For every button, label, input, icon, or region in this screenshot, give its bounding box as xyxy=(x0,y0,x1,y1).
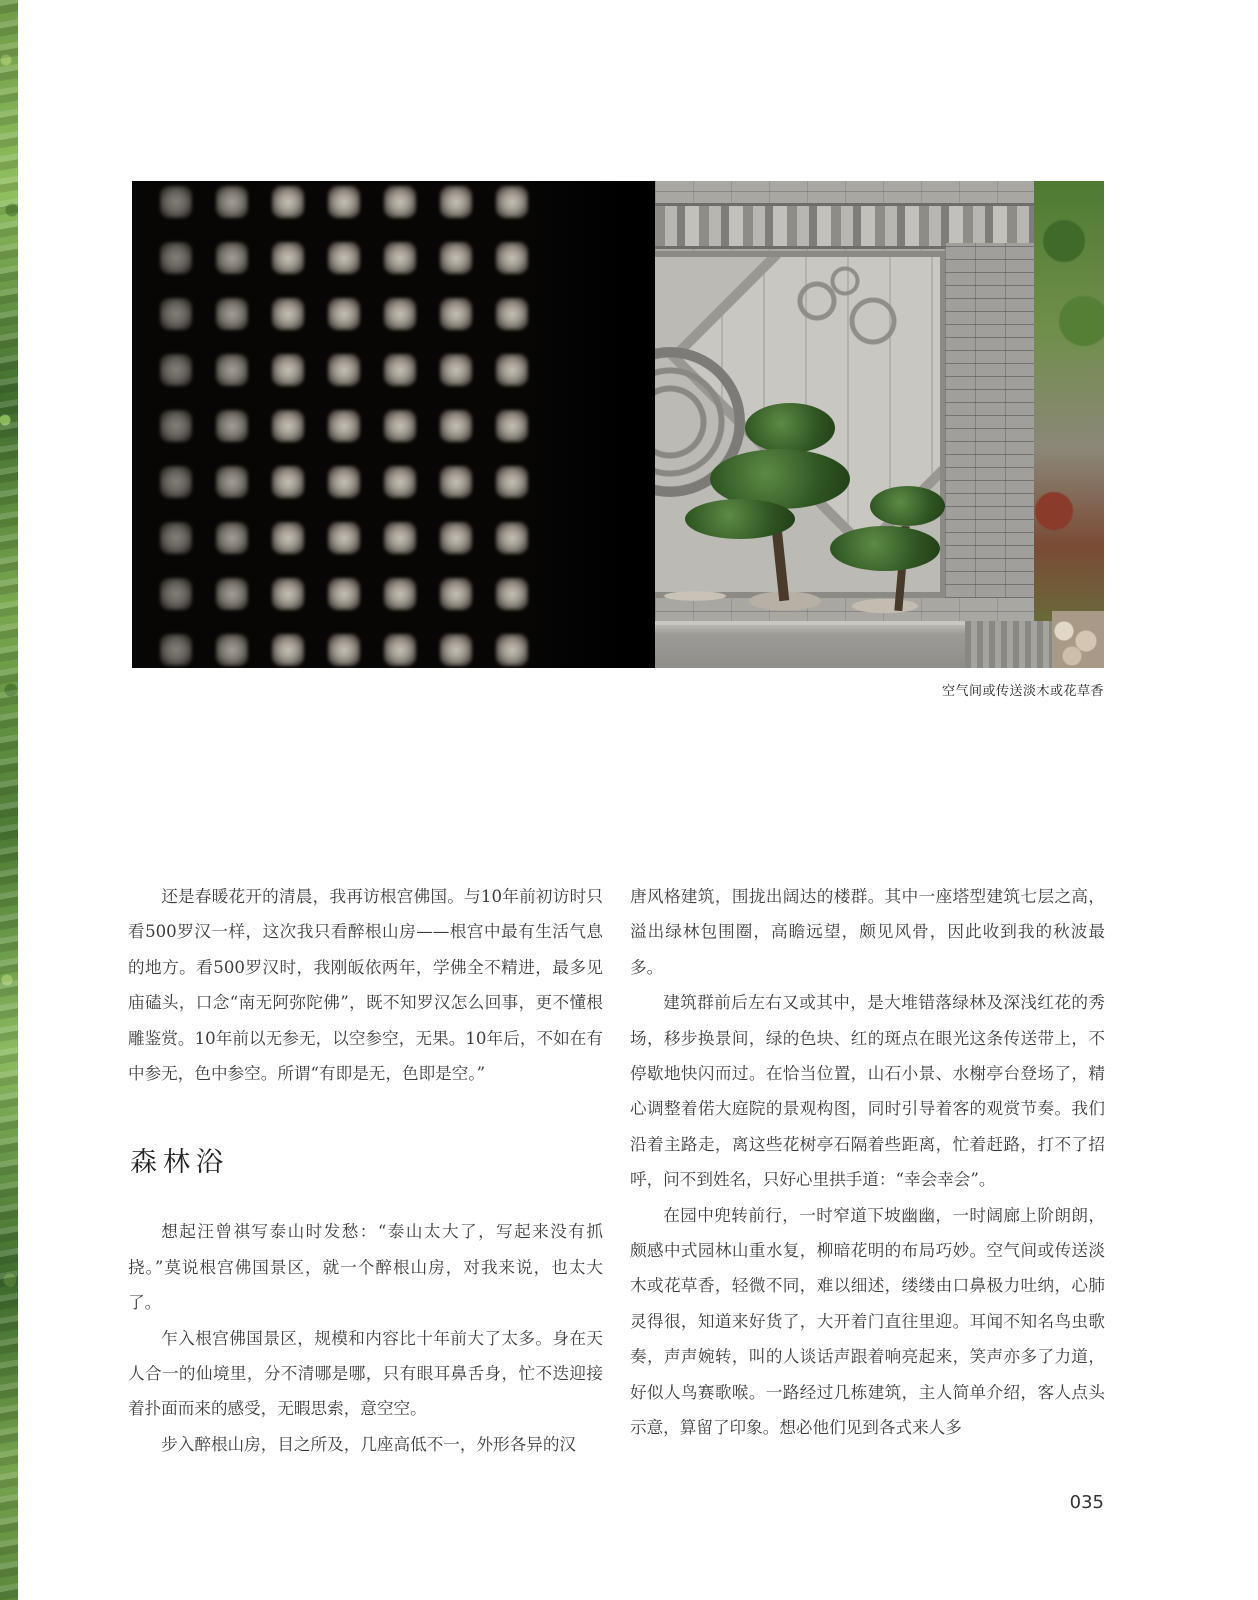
lattice-opening xyxy=(272,186,304,218)
lattice-opening xyxy=(440,466,472,498)
intro-paragraph: 还是春暖花开的清晨，我再访根宫佛国。与10年前初访时只看500罗汉一样，这次我只看醉根山房——根宫中最有生活气息的地方。看500罗汉时，我刚皈依两年，学佛全不精进，最多见庙磕头，口念“南无阿弥陀佛”，既不知罗汉怎么回事，更不懂根雕鉴赏。10年前以无参无，以空参空，无果。10年后，不如在有中参无，色中参空。所谓“有即是无，色即是空。” xyxy=(128,887,603,1084)
lattice-opening xyxy=(216,522,248,554)
lattice-opening xyxy=(328,298,360,330)
lattice-opening xyxy=(440,186,472,218)
lattice-opening xyxy=(328,410,360,442)
lattice-opening xyxy=(160,410,192,442)
lattice-opening xyxy=(272,634,304,666)
lattice-opening xyxy=(272,242,304,274)
wooden-lattice-window xyxy=(132,181,655,668)
lattice-opening xyxy=(272,298,304,330)
lattice-opening xyxy=(328,242,360,274)
pine-canopy-small-low xyxy=(830,526,940,571)
body-paragraph: 想起汪曾祺写泰山时发愁：“泰山太大了，写起来没有抓挠。”莫说根宫佛国景区，就一个醉根山房，对我来说，也太大了。 xyxy=(128,1222,603,1313)
lattice-opening xyxy=(160,298,192,330)
lattice-opening xyxy=(440,298,472,330)
lattice-opening xyxy=(216,410,248,442)
article-left-column xyxy=(128,879,603,1462)
lattice-opening xyxy=(384,410,416,442)
lattice-opening xyxy=(496,522,528,554)
lattice-opening xyxy=(384,354,416,386)
lattice-opening xyxy=(272,522,304,554)
relief-scroll-ornament xyxy=(775,261,915,361)
lattice-opening xyxy=(384,634,416,666)
lattice-opening xyxy=(384,242,416,274)
lattice-grid xyxy=(160,186,528,666)
lattice-opening xyxy=(216,186,248,218)
lattice-opening xyxy=(216,578,248,610)
pine-canopy-small-top xyxy=(870,486,945,526)
lattice-opening xyxy=(496,466,528,498)
body-paragraph: 乍入根宫佛国景区，规模和内容比十年前大了太多。身在天人合一的仙境里，分不清哪是哪，只有眼耳鼻舌身，忙不迭迎接着扑面而来的感受，无暇思索，意空空。 xyxy=(128,1328,603,1419)
lattice-opening xyxy=(160,242,192,274)
lattice-opening xyxy=(496,578,528,610)
lattice-opening xyxy=(160,522,192,554)
lattice-opening xyxy=(440,634,472,666)
photo-caption: 空气间或传送淡木或花草香 xyxy=(941,684,1104,699)
lattice-opening xyxy=(384,578,416,610)
lattice-opening xyxy=(328,522,360,554)
section-heading: 森林浴 xyxy=(130,1147,229,1179)
lattice-opening xyxy=(160,634,192,666)
foliage-border-strip xyxy=(0,0,18,1600)
lattice-opening xyxy=(328,186,360,218)
lattice-opening xyxy=(496,354,528,386)
lattice-opening xyxy=(328,634,360,666)
stone-balustrade xyxy=(965,621,1055,668)
lattice-opening xyxy=(272,410,304,442)
body-paragraph: 在园中兜转前行，一时窄道下坡幽幽，一时阔廊上阶朗朗，颇感中式园林山重水复，柳暗花明的布局巧妙。空气间或传送淡木或花草香，轻微不同，难以细述，缕缕由口鼻极力吐纳，心肺灵得很，知道来好货了，大开着门直往里迎。耳闻不知名鸟虫歌奏，声声婉转，叫的人谈话声跟着响亮起来，笑声亦多了力道，好似人鸟赛歌喉。一路经过几栋建筑，主人简单介绍，客人点头示意，算留了印象。想必他们见到各式来人多 xyxy=(630,1205,1105,1438)
article-right-column xyxy=(630,879,1105,1446)
lattice-opening xyxy=(272,354,304,386)
brick-pier xyxy=(945,243,1040,598)
lattice-opening xyxy=(440,522,472,554)
carved-stone-wall xyxy=(655,181,1104,668)
lattice-opening xyxy=(384,466,416,498)
lattice-opening xyxy=(216,242,248,274)
lattice-opening xyxy=(328,354,360,386)
lattice-opening xyxy=(160,186,192,218)
lattice-opening xyxy=(328,466,360,498)
page-number: 035 xyxy=(1069,1492,1104,1513)
lattice-opening xyxy=(216,466,248,498)
lattice-opening xyxy=(272,466,304,498)
background-greenery xyxy=(1034,181,1104,668)
garden-photo xyxy=(132,181,1104,668)
lattice-opening xyxy=(440,354,472,386)
lattice-opening xyxy=(272,578,304,610)
continued-paragraph: 唐风格建筑，围拢出阔达的楼群。其中一座塔型建筑七层之高，溢出绿林包围圈，高瞻远望，颇见风骨，因此收到我的秋波最多。 xyxy=(630,887,1105,977)
lattice-opening xyxy=(440,410,472,442)
lattice-opening xyxy=(216,298,248,330)
lattice-opening xyxy=(440,242,472,274)
lattice-opening xyxy=(496,298,528,330)
lattice-opening xyxy=(384,522,416,554)
lattice-opening xyxy=(496,634,528,666)
lattice-opening xyxy=(328,578,360,610)
lattice-opening xyxy=(496,186,528,218)
pebble-wall xyxy=(1052,611,1104,668)
lattice-opening xyxy=(160,578,192,610)
lattice-opening xyxy=(440,578,472,610)
lattice-opening xyxy=(216,634,248,666)
lattice-opening xyxy=(216,354,248,386)
stone-planter xyxy=(655,621,965,668)
body-paragraph: 步入醉根山房，目之所及，几座高低不一，外形各异的汉 xyxy=(161,1434,577,1454)
lattice-opening xyxy=(384,186,416,218)
body-paragraph: 建筑群前后左右又或其中，是大堆错落绿林及深浅红花的秀场，移步换景间，绿的色块、红的斑点在眼光这条传送带上，不停歇地快闪而过。在恰当位置，山石小景、水榭亭台登场了，精心调整着偌大庭院的景观构图，同时引导着客的观赏节奏。我们沿着主路走，离这些花树亭石隔着些距离，忙着赶路，打不了招呼，问不到姓名，只好心里拱手道：“幸会幸会”。 xyxy=(630,993,1105,1190)
lattice-opening xyxy=(160,354,192,386)
pine-canopy-large-top xyxy=(745,403,835,453)
lattice-shadow xyxy=(525,181,655,668)
lattice-opening xyxy=(160,466,192,498)
pine-canopy-large-low xyxy=(685,499,795,539)
lattice-opening xyxy=(496,410,528,442)
lattice-opening xyxy=(496,242,528,274)
lattice-opening xyxy=(384,298,416,330)
